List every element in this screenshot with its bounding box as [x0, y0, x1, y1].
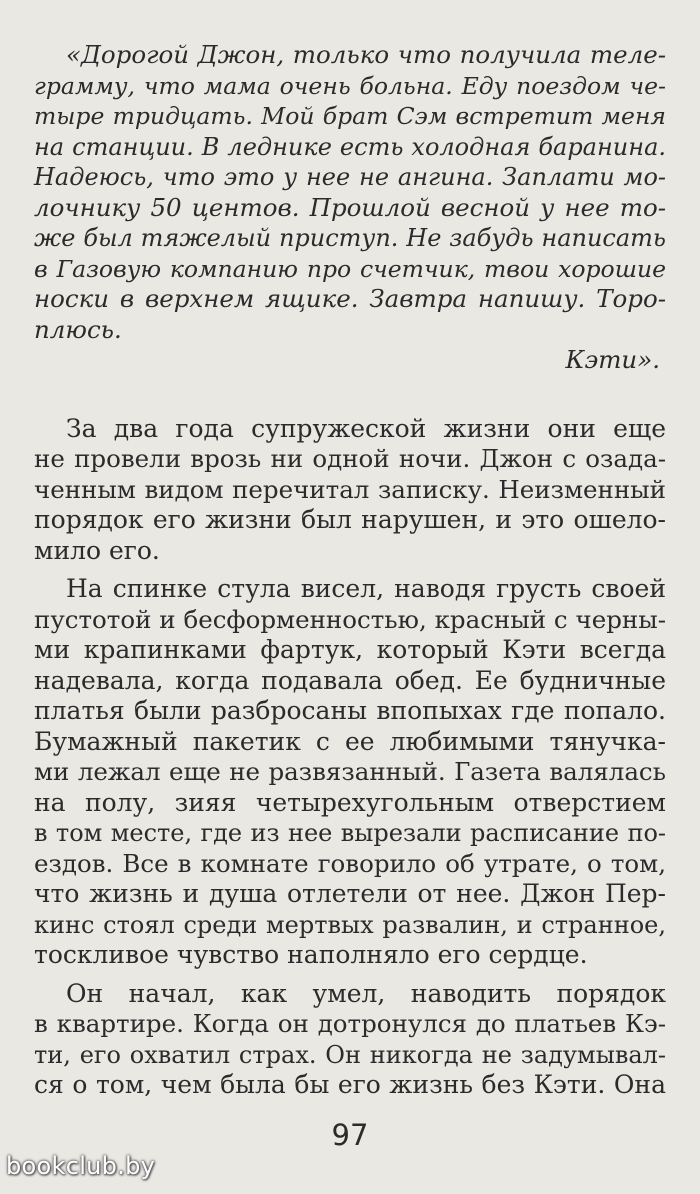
watermark-text: bookclub.by — [6, 1152, 156, 1180]
paragraph-line: порядок его жизни был нарушен, и это ошело- — [34, 505, 666, 534]
paragraph-line: платья были разбросаны впопыхах где попало. — [34, 696, 666, 725]
paragraph-line: Он начал, как умел, наводить порядок — [66, 978, 666, 1008]
letter-line: на станции. В леднике есть холодная баранина. — [34, 132, 666, 161]
paragraph-2 — [34, 574, 666, 971]
letter-line: носки в верхнем ящике. Завтра напишу. Торо- — [34, 284, 666, 313]
paragraph-line: пустотой и бесформенностью, красный с черны- — [34, 604, 666, 634]
letter-signature: Кэти». — [565, 345, 660, 374]
paragraph-1 — [34, 414, 666, 567]
paragraph-line: в том месте, где из нее вырезали расписание по- — [34, 819, 666, 847]
paragraph-gap — [34, 971, 666, 979]
letter-block — [34, 40, 666, 376]
paragraph-line: ми крапинками фартук, который Кэти всегда — [34, 635, 666, 664]
paragraph-line: кинс стоял среди мертвых развалин, и странное, — [34, 910, 666, 939]
paragraph-3 — [34, 979, 666, 1101]
paragraph-line: в квартире. Когда он дотронулся до платьев Кэ- — [34, 1009, 666, 1038]
letter-line: тыре тридцать. Мой брат Сэм встретит меня — [34, 102, 666, 130]
paragraph-line: не провели врозь ни одной ночи. Джон с озада- — [34, 444, 666, 473]
paragraph-gap — [34, 566, 666, 574]
paragraph-line: На спинке стула висел, наводя грусть своей — [66, 574, 666, 603]
letter-line: «Дорогой Джон, только что получила теле- — [66, 40, 666, 69]
paragraph-line: ми лежал еще не развязанный. Газета валялась — [34, 757, 666, 786]
paragraph-line: За два года супружеской жизни они еще — [66, 413, 666, 443]
paragraph-line: надевала, когда подавала обед. Ее будничные — [34, 665, 666, 695]
paragraph-line: ся о том, чем была бы его жизнь без Кэти. Она — [34, 1070, 666, 1099]
paragraph-line: на полу, зияя четырехугольным отверстием — [34, 787, 666, 817]
page-number: 97 — [331, 1118, 369, 1152]
letter-line: грамму, что мама очень больна. Еду поездом че- — [34, 71, 666, 100]
letter-line: плюсь. — [34, 314, 122, 344]
paragraph-line: мило его. — [34, 535, 160, 565]
letter-line: лочнику 50 центов. Прошлой весной у нее то- — [34, 192, 666, 222]
paragraph-line: Бумажный пакетик с ее любимыми тянучка- — [34, 726, 666, 756]
paragraph-line: ти, его охватил страх. Он никогда не задумывал- — [34, 1040, 666, 1069]
paragraph-line: тоскливое чувство наполняло его сердце. — [34, 940, 588, 969]
letter-line: же был тяжелый приступ. Не забудь написать — [34, 224, 666, 252]
paragraph-line: ездов. Все в комнате говорило об утрате, о том, — [34, 848, 666, 878]
page-body — [34, 40, 666, 1101]
letter-line: в Газовую компанию про счетчик, твои хорошие — [34, 254, 666, 283]
section-gap — [34, 376, 666, 414]
paragraph-line: что жизнь и душа отлетели от нее. Джон Пер- — [34, 879, 666, 908]
letter-line: Надеюсь, что это у нее не ангина. Заплати мо- — [34, 163, 666, 191]
paragraph-line: ченным видом перечитал записку. Неизменный — [34, 474, 666, 504]
